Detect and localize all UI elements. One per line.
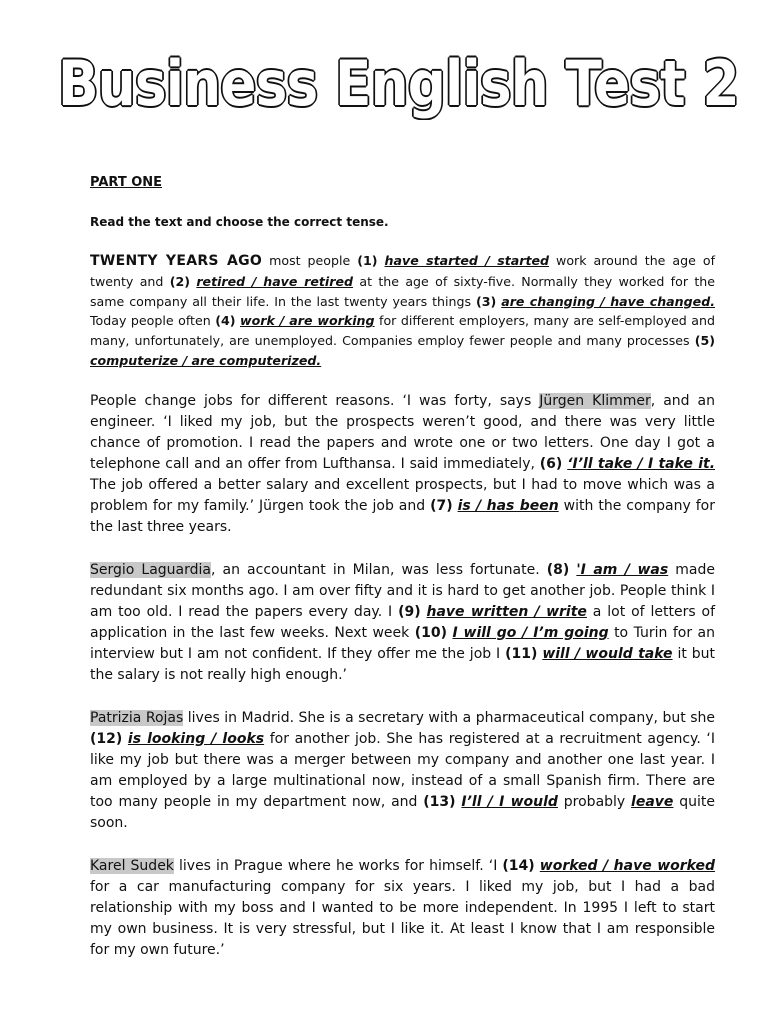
question-number: (3) [475,293,497,309]
question-number: (10) [414,624,447,641]
answer-choice: work / are working [240,313,375,329]
answer-choice: have written / write [426,603,587,620]
paragraph-patrizia: Patrizia Rojas lives in Madrid. She is a secretary with a pharmaceutical company, but she (12) is looking / looks for another job. She has registered at a recruitment agency. ‘I like my job but there was a merger between my company and another one last year. I am employed by a large multinational now, instead of a small Spanish firm. There are too many people in my department now, and (13) I’ll / I would probably leave quite soon. [90,709,716,831]
question-number: (14) [502,857,535,874]
answer-choice: are changing / have changed. [501,293,716,309]
document-body [90,172,715,983]
person-name: Karel Sudek [90,857,174,874]
answer-choice: have started / started [384,253,550,268]
person-name: Patrizia Rojas [90,709,184,726]
question-number: (5) [694,333,715,349]
person-name: Sergio Laguardia [90,561,212,578]
paragraph-juergen: People change jobs for different reasons. ‘I was forty, says Jürgen Klimmer, and an engineer. ‘I liked my job, but the prospects weren’t good, and there was very little chance of promotion. I read the papers and wrote one or two letters. One day I got a telephone call and an offer from Lufthansa. I said immediately, (6) ‘I’ll take / I take it. The job offered a better salary and excellent prospects, but I had to move which was a problem for my family.’ Jürgen took the job and (7) is / has been with the company for the last three years. [90,392,716,535]
answer-choice: 'I am / was [576,561,669,578]
intro-paragraph: TWENTY YEARS AGO most people (1) have started / started work around the age of twenty and (2) retired / have retired at the age of sixty-five. Normally they worked for the same company all their life. In the last twenty years things (3) are changing / have changed. Today people often (4) work / are working for different employers, many are self-employed and many, unfortunately, are unemployed. Companies employ fewer people and many processes (5) computerize / are computerized. [90,253,716,368]
answer-choice: I’ll / I would [461,793,558,810]
answer-choice: ‘I’ll take / I take it. [567,455,716,472]
paragraph-karel: Karel Sudek lives in Prague where he works for himself. ‘I (14) worked / have worked for a car manufacturing company for six years. I liked my job, but I had a bad relationship with my boss and I wanted to be more independent. In 1995 I left to start my own business. It is very stressful, but I like it. At least I know that I am responsible for my own future.’ [90,857,716,958]
question-number: (12) [90,730,123,747]
question-number: (9) [398,603,421,620]
intro-lead: TWENTY YEARS AGO [90,253,263,269]
question-number: (8) [546,561,570,578]
person-name: Jürgen Klimmer [539,392,651,409]
answer-choice: I will go / I’m going [452,624,609,641]
answer-choice: retired / have retired [196,273,354,289]
question-number: (1) [357,253,378,268]
answer-choice: is looking / looks [127,730,265,747]
part-heading: PART ONE [90,175,163,190]
answer-choice: is / has been [457,497,559,514]
answer-choice: worked / have worked [539,857,716,874]
paragraph-sergio: Sergio Laguardia, an accountant in Milan, was less fortunate. (8) 'I am / was made redundant six months ago. I am over fifty and it is hard to get another job. People think I am too old. I read the papers every day. I (9) have written / write a lot of letters of application in the last few weeks. Next week (10) I will go / I’m going to Turin for an interview but I am not confident. If they offer me the job I (11) will / would take it but the salary is not really high enough.’ [90,561,716,683]
document-title: Business English Test 2 [58,47,739,120]
question-number: (2) [169,273,190,289]
question-number: (11) [505,645,538,662]
question-number: (7) [430,497,453,514]
answer-choice: computerize / are computerized. [90,352,322,368]
question-number: (4) [215,313,236,329]
instruction-text: Read the text and choose the correct tense. [90,215,389,229]
question-number: (6) [539,455,563,472]
question-number: (13) [423,793,456,810]
answer-choice: will / would take [542,645,673,662]
answer-choice: leave [631,793,674,810]
